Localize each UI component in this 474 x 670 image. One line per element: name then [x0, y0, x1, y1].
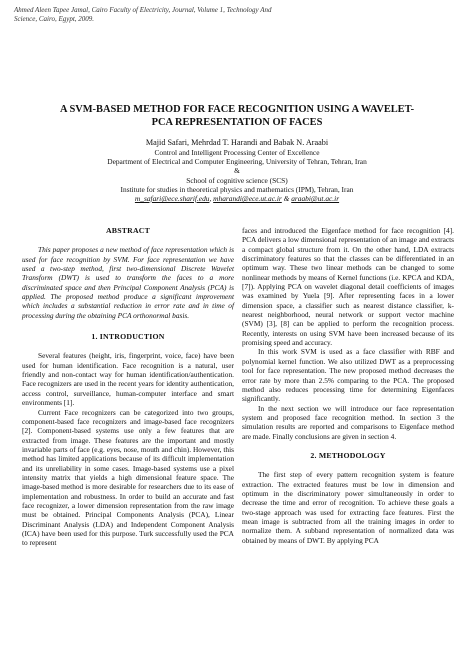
header-note-line: Science, Cairo, Egypt, 2009.	[14, 14, 95, 23]
title-line: PCA REPRESENTATION OF FACES	[151, 117, 323, 128]
author-names: Majid Safari, Mehrdad T. Harandi and Babak N. Araabi	[145, 138, 329, 147]
email-link[interactable]: mharandi@ece.ut.ac.ir	[213, 194, 282, 204]
affiliation-line: School of cognitive science (SCS)	[186, 175, 288, 185]
email-link[interactable]: m_safari@ece.sharif.edu	[134, 194, 210, 204]
body-paragraph: In the next section we will introduce our face representation system and proposed face recognition method. In section 3 the simulation results are reported and comparisons to Eigenface method are made. Finally conclusions are given in section 4.	[242, 403, 454, 441]
email-link[interactable]: araabi@ut.ac.ir	[291, 194, 340, 204]
paper-title	[20, 103, 454, 129]
left-column	[22, 226, 234, 548]
email-separator: ,	[209, 194, 214, 204]
body-paragraph: faces and introduced the Eigenface method for face recognition [4]. PCA delivers a low dimensional representation of an image and extracts a compact global structure from it. On the other hand, LDA extracts discriminatory features so that the classes can be differentiated in an optimum way. These two linear methods can be changed to some nonlinear methods by means of Kernel functions (i.e. KPCA and KDA, [7]). Applying PCA on wavelet diagonal detail coefficients of images was examined by Yuela [9]. After representing faces in a lower dimension space, a classifier such as nearest distance classifier, k-nearest neighborhood, neural network or support vector machine (SVM) [3], [8] can be applied to perform the recognition process. Recently, interests on using SVM have been increased because of its promising speed and accuracy.	[242, 226, 454, 348]
body-paragraph: Several features (height, iris, fingerprint, voice, face) have been used for human identification. Face recognition is a natural, user friendly and non-contact way for human identification/authentication. Face recognizers are used in the recent years for identity authentication, access control, surveillance, human-computer interface and smart environments [1].	[22, 351, 234, 408]
affiliation-line: Institute for studies in theoretical physics and mathematics (IPM), Tehran, Iran	[120, 184, 354, 194]
body-paragraph: The first step of every pattern recognition system is feature extraction. The extracted features must be low in dimension and optimum in the discriminatory power simultaneously in order to decrease the time and error of recognition. To achieve these goals a two-stage approach was used for extracting face features. First the mean image is subtracted from all the training images in order to normalize them. A subband representation of normalized data was obtained by means of DWT. By applying PCA	[242, 470, 454, 545]
introduction-heading: 1. INTRODUCTION	[91, 332, 165, 342]
header-note	[0, 6, 474, 23]
body-paragraph: Current Face recognizers can be categorized into two groups, component-based face recognizers and image-based face recognizers [2]. Component-based systems use only a few features that are extracted from image. These features are the important and mostly invariable parts of face (e.g. eyes, nose, mouth and chin). However, this method has limited applications because of its difficult implementation and its unreliability in some cases. Image-based systems use a pixel intensity matrix that yields a high dimensional feature space. The image-based method is more desirable for researchers due to its ease of implementation and robustness. In order to build an accurate and fast face recognizer, a lower dimension representation from the raw image must be obtained. Principal Components Analysis (PCA), Linear Discriminant Analysis (LDA) and Independent Component Analysis (ICA) have been used for this purpose. Turk successfully used the PCA to represent	[22, 407, 234, 548]
abstract-text: This paper proposes a new method of face representation which is used for face recognition by SVM. For face representation we have used a two-step method, first two-dimensional Discrete Wavelet Transform (DWT) is used to transform the faces to a more discriminated space and then Principal Component Analysis (PCA) is applied. The proposed method produce a significant improvement which includes a substantial reduction in error rate and in time of processing during the obtaining PCA orthonormal basis.	[22, 245, 234, 320]
affiliation-line: Control and Intelligent Processing Center of Excellence	[154, 148, 320, 157]
email-separator: &	[281, 194, 292, 204]
affiliation-line: &	[234, 166, 240, 176]
title-line: A SVM-BASED METHOD FOR FACE RECOGNITION USING A WAVELET-	[59, 104, 415, 115]
email-line	[20, 194, 454, 203]
header-note-line: Ahmed Aleen Tapee Jamal, Cairo Faculty of Electricity, Journal, Volume 1, Technology And	[14, 6, 272, 14]
abstract-heading: ABSTRACT	[105, 226, 151, 235]
right-column	[242, 226, 454, 545]
methodology-heading: 2. METHODOLOGY	[310, 450, 386, 460]
affiliation-line: Department of Electrical and Computer Engineering, University of Tehran, Tehran, Iran	[107, 157, 367, 167]
body-paragraph: In this work SVM is used as a face classifier with RBF and polynomial kernel function. We also utilized DWT as a preprocessing tool for face representation. The new proposed method decreases the error rate by more than 2.5% comparing to the PCA. The proposed method also reduces processing time for determining Eigenfaces significantly.	[242, 347, 454, 404]
author-block	[20, 138, 454, 203]
